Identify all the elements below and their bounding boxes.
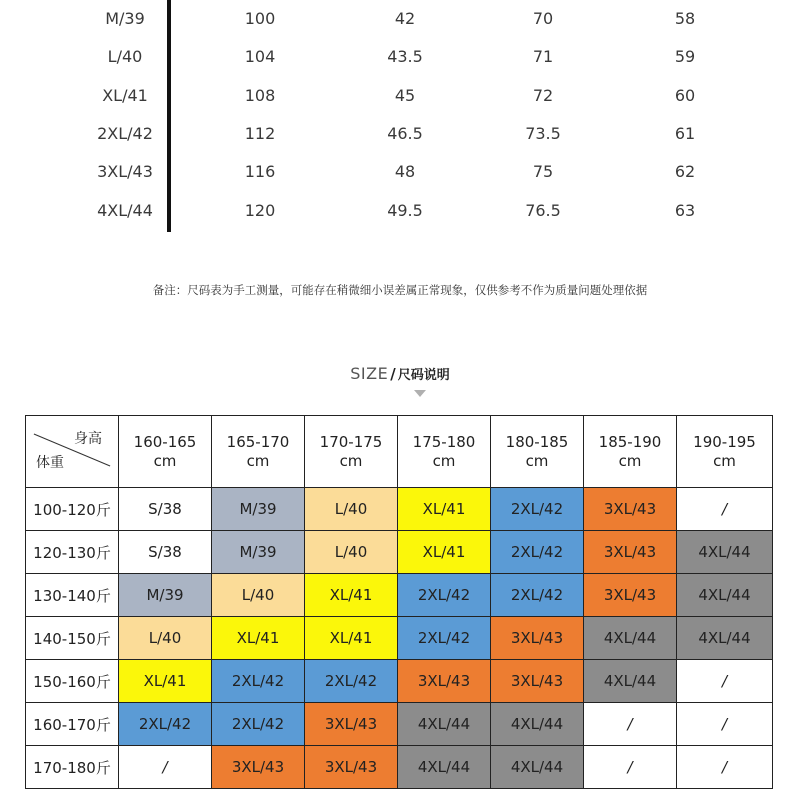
size-chart-table [25, 415, 773, 789]
size-cell: 4XL/44 [491, 703, 584, 746]
size-cell: XL/41 [305, 574, 398, 617]
length-cell: 73.5 [525, 124, 561, 143]
size-cell: 3XL/43 [212, 746, 305, 789]
size-cell: XL/41 [398, 531, 491, 574]
length-cell: 72 [532, 86, 554, 105]
weight-range-cell: 140-150斤 [26, 617, 119, 660]
height-unit: cm [432, 451, 456, 470]
table-row [26, 660, 773, 703]
size-cell: L/40 [212, 574, 305, 617]
shoulder-cell: 42 [394, 9, 416, 28]
size-cell: M/39 [212, 488, 305, 531]
shoulder-cell: 48 [394, 162, 416, 181]
no-size-cell: / [584, 746, 677, 789]
chest-cell: 112 [244, 124, 276, 143]
weight-range-cell: 120-130斤 [26, 531, 119, 574]
size-cell: 4XL/44 [97, 201, 153, 220]
height-column-header [677, 416, 773, 488]
no-size-cell: / [677, 660, 773, 703]
no-size-cell: / [677, 746, 773, 789]
height-unit: cm [246, 451, 270, 470]
size-cell: XL/41 [102, 86, 148, 105]
size-cell: 3XL/43 [305, 746, 398, 789]
length-cell: 75 [532, 162, 554, 181]
height-column-header [119, 416, 212, 488]
size-heading-separator: / [390, 365, 396, 383]
size-cell: 4XL/44 [677, 574, 773, 617]
size-cell: M/39 [119, 574, 212, 617]
no-size-cell: / [584, 703, 677, 746]
table-row [26, 617, 773, 660]
size-cell: L/40 [305, 531, 398, 574]
size-cell: 3XL/43 [491, 617, 584, 660]
corner-diagonal-line [26, 416, 118, 487]
no-size-cell: / [119, 746, 212, 789]
height-column-header [584, 416, 677, 488]
size-chart-corner [26, 416, 119, 488]
size-cell: 2XL/42 [398, 574, 491, 617]
size-chart-header-row [26, 416, 773, 488]
size-heading-en: SIZE [350, 364, 389, 383]
height-range: 180-185 [505, 432, 569, 451]
size-cell: L/40 [305, 488, 398, 531]
size-cell: XL/41 [119, 660, 212, 703]
size-cell: L/40 [119, 617, 212, 660]
height-unit: cm [618, 451, 642, 470]
no-size-cell: / [677, 488, 773, 531]
size-cell: 4XL/44 [584, 617, 677, 660]
size-cell: 3XL/43 [584, 574, 677, 617]
height-unit: cm [339, 451, 363, 470]
measurement-row [0, 38, 800, 76]
size-cell: 4XL/44 [398, 746, 491, 789]
size-cell: XL/41 [398, 488, 491, 531]
table-row [26, 574, 773, 617]
size-cell: 2XL/42 [119, 703, 212, 746]
chest-cell: 100 [244, 9, 276, 28]
weight-range-cell: 100-120斤 [26, 488, 119, 531]
shoulder-cell: 43.5 [387, 47, 423, 66]
sleeve-cell: 61 [674, 124, 696, 143]
height-range: 175-180 [412, 432, 476, 451]
height-axis-label: 身高 [74, 431, 102, 447]
size-heading [0, 364, 800, 383]
weight-range-cell: 130-140斤 [26, 574, 119, 617]
size-cell: XL/41 [212, 617, 305, 660]
measurement-row [0, 192, 800, 230]
table-row [26, 703, 773, 746]
measurement-row [0, 153, 800, 191]
measurement-row [0, 115, 800, 153]
weight-axis-label: 体重 [36, 455, 64, 471]
size-note: 备注：尺码表为手工测量，可能存在稍微细小误差属正常现象，仅供参考不作为质量问题处理依据 [152, 283, 648, 297]
height-column-header [305, 416, 398, 488]
length-cell: 76.5 [525, 201, 561, 220]
size-chart-body [26, 488, 773, 789]
height-range: 160-165 [133, 432, 197, 451]
measurement-row [0, 77, 800, 115]
chest-cell: 108 [244, 86, 276, 105]
height-unit: cm [525, 451, 549, 470]
height-range: 185-190 [598, 432, 662, 451]
chest-cell: 120 [244, 201, 276, 220]
height-unit: cm [713, 451, 736, 470]
no-size-cell: / [677, 703, 773, 746]
length-cell: 71 [532, 47, 554, 66]
size-cell: 3XL/43 [305, 703, 398, 746]
size-cell: 4XL/44 [677, 531, 773, 574]
measurement-table [0, 0, 800, 232]
size-cell: 3XL/43 [491, 660, 584, 703]
size-cell: M/39 [212, 531, 305, 574]
shoulder-cell: 46.5 [387, 124, 423, 143]
measurement-row [0, 0, 800, 38]
height-column-header [491, 416, 584, 488]
size-cell: L/40 [107, 47, 143, 66]
size-cell: 3XL/43 [398, 660, 491, 703]
length-cell: 70 [532, 9, 554, 28]
size-cell: 3XL/43 [584, 531, 677, 574]
height-column-header [212, 416, 305, 488]
height-range: 165-170 [226, 432, 290, 451]
shoulder-cell: 45 [394, 86, 416, 105]
height-range: 190-195 [693, 432, 756, 451]
chest-cell: 116 [244, 162, 276, 181]
table-row [26, 531, 773, 574]
size-cell: 4XL/44 [491, 746, 584, 789]
size-cell: XL/41 [305, 617, 398, 660]
sleeve-cell: 63 [674, 201, 696, 220]
shoulder-cell: 49.5 [387, 201, 423, 220]
size-cell: 2XL/42 [97, 124, 153, 143]
height-column-header [398, 416, 491, 488]
weight-range-cell: 170-180斤 [26, 746, 119, 789]
size-cell: S/38 [119, 531, 212, 574]
size-cell: 4XL/44 [398, 703, 491, 746]
size-cell: 2XL/42 [491, 574, 584, 617]
size-cell: 3XL/43 [97, 162, 153, 181]
size-cell: 2XL/42 [398, 617, 491, 660]
sleeve-cell: 62 [674, 162, 696, 181]
size-cell: 2XL/42 [212, 703, 305, 746]
size-cell: 2XL/42 [212, 660, 305, 703]
sleeve-cell: 59 [674, 47, 696, 66]
height-range: 170-175 [319, 432, 383, 451]
size-cell: 4XL/44 [677, 617, 773, 660]
sleeve-cell: 60 [674, 86, 696, 105]
size-cell: S/38 [119, 488, 212, 531]
weight-range-cell: 160-170斤 [26, 703, 119, 746]
caret-down-icon [414, 390, 426, 397]
table-row [26, 488, 773, 531]
size-cell: 2XL/42 [491, 488, 584, 531]
size-heading-cn: 尺码说明 [397, 368, 450, 383]
height-unit: cm [153, 451, 177, 470]
chest-cell: 104 [244, 47, 276, 66]
size-cell: M/39 [105, 9, 145, 28]
size-cell: 2XL/42 [305, 660, 398, 703]
size-cell: 3XL/43 [584, 488, 677, 531]
table-row [26, 746, 773, 789]
weight-range-cell: 150-160斤 [26, 660, 119, 703]
size-cell: 4XL/44 [584, 660, 677, 703]
sleeve-cell: 58 [674, 9, 696, 28]
size-cell: 2XL/42 [491, 531, 584, 574]
